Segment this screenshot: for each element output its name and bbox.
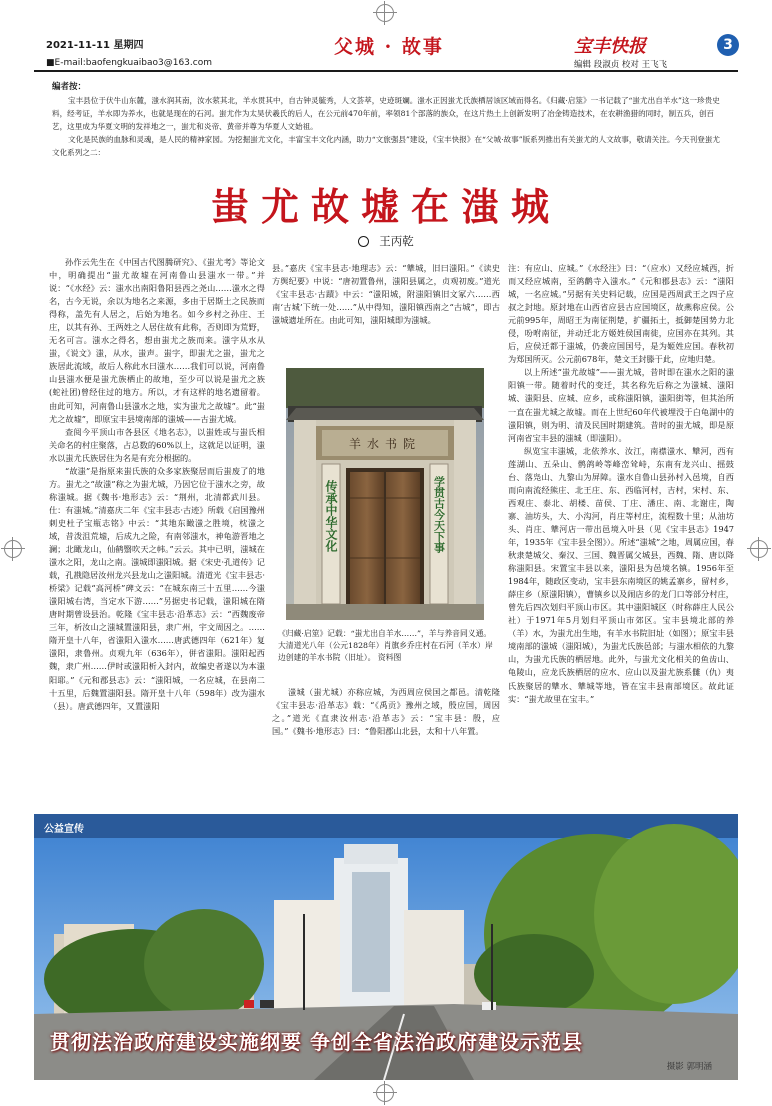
article-paragraph: 查阅今平顶山市各县区《地名志》，以蚩姓或与蚩氏相关命名的村庄聚落，占总数的60%以上，这就足以证明，滍水以蚩尤氏族居住为名是有充分根据的。 [49,426,265,463]
photo-credit: 摄影 郭明涵 [666,1062,712,1072]
article-column-2-lower [272,686,500,738]
header-rule [34,70,738,72]
article-paragraph: 注：有应山、应城。”《水经注》曰：“（应水）又经应城西，折而又经应城南，至鸽鹳寺入滍水。”《元和郡县志》云：“滍阳城，一名应城。”另据有关史料记载，应国是西周武王之四子应叔之封地。原封地在山西省应县古应国境区，故燕称应侯。公元前995年，周昭王为南征荆楚，扩疆拓土，抵御楚国势力北侵，吩咐南征，并动迁北方姬姓侯国南徙，应国亦在其列。其后，应侯迁都于滍城，仍袭应国国号，是为姬姓应国。春秋初为郑国所灭。公元前678年，楚文王封滕于此，应地归楚。 [508,263,734,365]
article-paragraph: 以上所述“蚩尤故墟”——蚩尤城，昔时即在滍水之阳的滍阳镇一带。随着时代的变迁，其名称先后称之为滍城、滍阳城、滍阳县、应城、应乡，或称滍阳镇，滍阳街等，但其治所一直在蚩尤城之故墟。而在上世纪60年代被埋没于白龟湖中的滍阳镇，则为明、清及民国时期建筑。昔时的蚩尤城，即是原河南省宝丰县的滍城（即滍阳）。 [508,367,734,443]
article-paragraph: 孙作云先生在《中国古代图腾研究》、《蚩尤考》等论文中，明确提出“蚩尤故墟在河南鲁山县滍水一带。”并说：“《水经》云：滍水出南阳鲁阳县西之尧山……滍水之得名，古今无说，余以为地名之来源，多由于居斯土之民族而得称，盖先有人居之，后始为地名。如今乡村之孙庄、王庄，以其有孙、王两姓之人居住故有此称，否则即为荒野，无名可言。滍水之得名，想由蚩尤之族而来。滍字从水从蚩，《说文》滍，从水，蚩声。蚩字，即蚩尤之蚩，蚩尤之族居此流域，故后人称此水曰滍水……我们可以说，河南鲁山县滍水便是蚩尤族栖止的故地，至少可以说是蚩尤之族(蛇社团)曾经住过的地方。所以，才有这样的地名遗留着。由此可知，河南鲁山县滍水之地，实为蚩尤之故墟”。此“蚩尤之故墟”，即原宝丰县境南部的滍城——古蚩尤城。 [49,257,265,424]
byline [0,233,772,249]
editor-credits: 编辑 段淑贞 校对 王飞飞 [574,60,668,70]
editor-note-paragraph: 宝丰县位于伏牛山东麓，滍水润其南，汝水萦其北，羊水贯其中，自古钟灵毓秀，人文荟萃，史迹斑斓。滍水正因蚩尤氏族栖居该区域而得名。《归藏·启筮》一书记载了“蚩尤出自羊水”这一珍贵史料，经考证，羊水即为养水，也就是现在的石河。蚩尤作为太昊伏羲氏的后人，在公元前470年前，率领81个部落的族众，在这片热土上创新发明了冶金铸造技术，在农耕渔猎的同时，制五兵，创百艺，这里成为华夏文明的发祥地之一，蚩尤和炎帝、黄帝并尊为华夏人文始祖。 [52,96,720,131]
article-column-2 [272,262,500,327]
editor-note-paragraph: 文化是民族的血脉和灵魂，是人民的精神家园。为挖掘蚩尤文化，丰富宝丰文化内涵，助力“文旅强县”建设，《宝丰快报》在“父城·故事”版系列推出有关蚩尤的人文故事，敬请关注。今天刊登蚩尤文化系列之二： [52,135,721,157]
article-column-3 [508,262,734,706]
crop-mark-top [376,4,394,22]
page-header [34,30,738,72]
article-paragraph: 滍城（蚩尤城）亦称应城，为西周应侯国之都邑。清乾隆《宝丰县志·沿革志》载：“《禹贡》豫州之域，殷应国，周因之。”道光《直隶汝州志·沿革志》云：“宝丰县：殷，应国。”《魏书·地形志》曰：“鲁阳郡山北县，太和十八年置。 [272,687,500,737]
crop-mark-right [750,540,768,558]
paper-logo: 宝丰快报 [574,36,646,57]
author-name: 王丙乾 [379,234,414,248]
section-title: 父城 · 故事 [334,36,444,58]
crop-mark-left [4,540,22,558]
article-paragraph: 县。”嘉庆《宝丰县志·地理志》云：“犨城，旧曰滍阳。”《读史方舆纪要》中说：“唐初置鲁州，滍阳县属之，贞观初废。”道光《宝丰县志·古蹟》中云：“滍阳城，附滍阳镇旧文冢六……西南‘古城’下统一处……”从中得知，滍阳镇西南之“古城”，即古滍城遗址所在。由此可知，滍阳城即为滍城。 [272,263,500,326]
editor-note-label: 编者按： [52,82,87,92]
editor-note [52,80,724,159]
academy-gate-photo [286,368,484,620]
article-column-1 [49,256,265,713]
page-number-badge: 3 [717,34,739,56]
article-paragraph: “故滍”是指原来蚩氏族的众多家族聚居而后蚩废了的地方。蚩尤之“故滍”称之为蚩尤城，乃因它位于滍水之旁，故称滍城。据《魏书·地形志》云：“荆州，北清都武川县。仕：有滍城。”清嘉庆二年《宝丰县志·古迹》所载《启国豫州刺史杜子宝瓶志铭》中云：“其地东瞰滍之胜境，枕滍之域，昔泼沮荒墟，后成九之险，有南邻滍水，神龟游晋地之澜；北瞰龙山，仙鹤翳吹天之帏。”云云。其中已明，滍城在滍水之阳，龙山之南。滍城即滍阳城。据《宋史·孔道传》记载，孔戡隐居汝州龙兴县龙山之滍阳城。清道光《宝丰县志·桥梁》记载“高河桥”碑文云：“在城东南三十五里……今滍滍阳城右湾，当定水下游……”另据史书记载，滍阳城在隋唐时期曾设县治。乾隆《宝丰县志·沿革志》云：“西魏废帝三年，析汝山之滍城置滍阳县，隶广州，宇文周因之。……隋开皇十八年，省滍阳入滍水……唐武德四年（621年）复滍阳，隶鲁州。贞观九年（636年），併省滍阳。滍阳起西魏，隶广州……伊时或滍阳析入封内，故编史者遂以为本滍阳耶。”《元和郡县志》云：“滍阳城，一名应城，在县南二十五里，后魏置滍阳县。隋开皇十八年（598年）改为滍水（县）。唐武德四年，又置滍阳 [49,465,265,711]
article-title: 蚩尤故墟在滍城 [210,184,561,229]
psa-tag: 公益宣传 [44,824,84,835]
photo-caption: 《归藏·启筮》记载：“蚩尤出自羊水……”，羊与养音同义通。大清道光八年（公元1828年）肖旗乡乔庄村在石河（羊水）岸边创建的羊水书院（旧址）。 资料图 [278,629,493,662]
left-couplet: 传承中华文化 [324,480,338,552]
issue-date: 2021-11-11 星期四 [46,40,144,51]
psa-slogan: 贯彻法治政府建设实施纲要 争创全省法治政府建设示范县 [50,1030,583,1054]
crop-mark-bottom [376,1084,394,1102]
public-service-ad [34,814,738,1080]
byline-circle-icon [358,236,369,247]
right-couplet: 学贯古今天下事 [432,476,446,553]
contact-email: ■E-mail:baofengkuaibao3@163.com [46,58,212,68]
article-paragraph: 纵览宝丰滍城，北依养水、汝江，南襟滍水、犨河，西有莲湖山、五朵山、鹘鸽岭等峰峦耸峙，东南有龙兴山、摇鼓台、落凫山、九黎山为屏障。滍水自鲁山县孙村入邑境，自西而向南流经熊庄、北王庄、东、西临河村，吉村，宋村、东、西观庄、泰北、胡楼、苗侯、丁庄、潘庄、南、北谢庄，陶寨、油坊头，大、小沟河，肖庄等村庄，流程数十里；从油坊头、肖庄、犨河店一带出邑境入叶县（见《宝丰县志》1947年，1935年《宝丰县全图》）。所述“滍城”之地，周属应国，春秋隶楚城父、秦汉、三国、魏晋属父城县，西魏、隋、唐以降称滍阳县。宋置宝丰县以来，滍阳县为邑境名镇。1956年至1984年，随政区变动，宝丰县东南境区的姚孟寨乡，留村乡，薛庄乡（原滍阳镇），曹镇乡以及闹店乡的龙门口等部分村庄，曾先后四次划归平顶山市区。其中滍阳城区（时称薛庄人民公社）于1971年5月划归平顶山市郊区。宝丰县境北部的养（羊）水，为蚩尤出生地，有羊水书院旧址（如图）；原宝丰县境南部的滍城（滍阳城），为蚩尤氏族邑部；与滍水相依的九黎山，为蚩尤氏族的栖居地。此外，与蚩尤文化相关的鱼齿山、龟陵山，应龙氏族栖居的应水、应山以及蚩尤族系雠（仇）夷氏族聚居的犨水、犨城等地，皆在宝丰县南部境区。故此证实：“蚩尤故里在宝丰。” [508,445,734,704]
plaque-text: 羊水书院 [348,437,422,451]
